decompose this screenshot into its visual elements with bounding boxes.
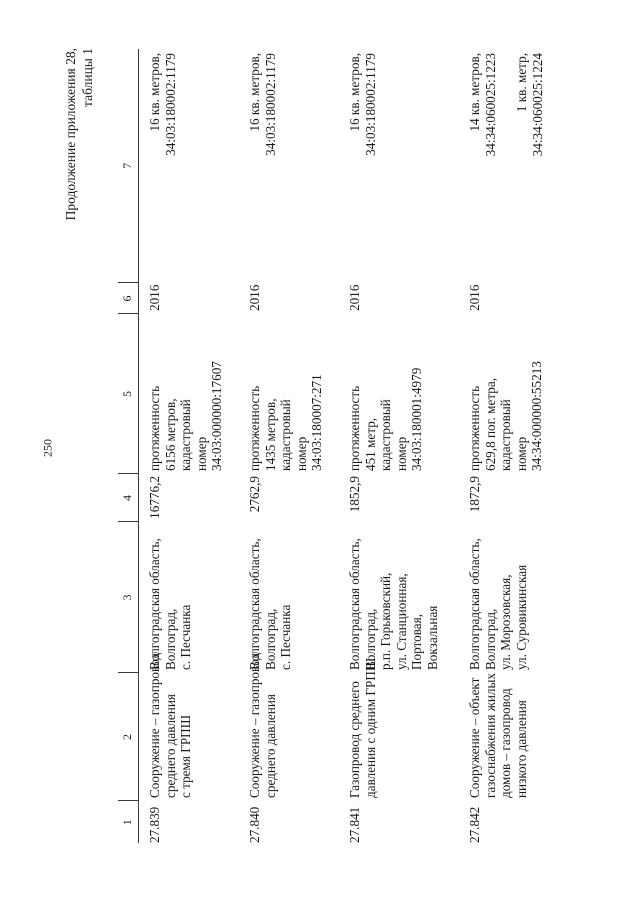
caption-line-2: таблицы 1 [80, 48, 95, 107]
object-name-line: Газопровод среднего [347, 681, 362, 798]
land-plot-cell [459, 49, 559, 283]
characteristic-line: протяженность [347, 385, 362, 471]
address-line: с. Песчанка [178, 604, 193, 670]
address-line: Волгоградская область, [247, 538, 262, 670]
object-name-line: среднего давления [162, 694, 178, 798]
land-plot-line: 34:03:180002:1179 [362, 53, 378, 156]
row-number-cell: 27.842 [467, 806, 482, 843]
characteristic-line: кадастровый [498, 399, 513, 471]
address-line: Волгоградская область, [147, 538, 162, 670]
address-line: Волгоград, [262, 608, 278, 670]
characteristic-line: кадастровый [378, 399, 393, 471]
characteristic-line: номер [193, 436, 209, 471]
address-cell [139, 522, 240, 673]
column-header-6: 6 [118, 283, 139, 314]
object-name-line: с тремя ГРПШ [178, 714, 193, 798]
land-plot-line: 16 кв. метров, [147, 53, 162, 132]
address-line: ул. Станционная, [393, 573, 409, 670]
object-name-line: Сооружение – газопровод [147, 652, 162, 798]
page-number: 250 [40, 439, 55, 457]
address-cell [459, 522, 559, 673]
column-header-4: 4 [118, 474, 139, 522]
address-line: Волгоград, [162, 608, 178, 670]
land-plot-line: 34:34:060025:1223 [482, 53, 498, 157]
table-row [139, 49, 240, 843]
land-plot-cell [239, 49, 339, 283]
characteristic-line: кадастровый [278, 399, 293, 471]
cost-cell: 1872,9 [467, 476, 482, 513]
address-line: ул. Морозовская, [498, 574, 513, 670]
object-name-cell [239, 652, 339, 801]
table-row [239, 49, 339, 843]
row-number-cell: 27.839 [147, 806, 162, 843]
land-plot-cell [339, 49, 459, 283]
year-cell: 2016 [467, 284, 482, 311]
address-line: Волгоград, [482, 608, 498, 670]
characteristic-line: 34:03:180001:4979 [409, 367, 424, 471]
characteristic-line: протяженность [467, 385, 482, 471]
characteristic-line: номер [513, 436, 529, 471]
cost-cell: 1852,9 [347, 476, 362, 513]
object-name-line: низкого давления [513, 700, 529, 798]
spacer [498, 53, 514, 280]
object-name-line: Сооружение – объект [467, 677, 482, 798]
characteristics-cell [139, 314, 240, 474]
characteristic-line: 6156 метров, [162, 398, 178, 471]
address-line: р.п. Горьковский, [378, 572, 393, 670]
characteristic-line: протяженность [147, 385, 162, 471]
object-name-line: давления с одним ГРПШ [362, 657, 378, 798]
table-row [459, 49, 559, 843]
characteristics-cell [239, 314, 339, 474]
land-plot-line: 34:34:060025:1224 [529, 53, 545, 157]
object-name-line: среднего давления [262, 694, 278, 798]
land-plot-line: 34:03:180002:1179 [262, 53, 278, 156]
column-header-2: 2 [118, 673, 139, 801]
address-line: с. Песчанка [278, 604, 293, 670]
column-header-3: 3 [118, 522, 139, 673]
column-header-1: 1 [118, 801, 139, 843]
cost-cell: 2762,9 [247, 476, 262, 513]
row-number-cell: 27.841 [347, 806, 362, 843]
property-table [118, 49, 559, 843]
characteristic-line: 34:03:000000:17607 [209, 361, 224, 471]
characteristic-line: кадастровый [178, 399, 193, 471]
header-row [118, 49, 139, 843]
characteristics-cell [459, 314, 559, 474]
address-line: Вокзальная [424, 605, 440, 670]
land-plot-line: 14 кв. метров, [467, 53, 482, 132]
address-line: Волгоград, [362, 608, 378, 670]
column-header-5: 5 [118, 314, 139, 474]
characteristic-line: 34:34:000000:55213 [529, 361, 544, 471]
object-name-line: Сооружение – газопровод [247, 652, 262, 798]
land-plot-line: 34:03:180002:1179 [162, 53, 178, 156]
year-cell: 2016 [347, 284, 362, 311]
object-name-line: газоснабжения жилых [482, 673, 498, 798]
land-plot-line: 16 кв. метров, [347, 53, 362, 132]
year-cell: 2016 [147, 284, 162, 311]
characteristic-line: номер [293, 436, 309, 471]
characteristic-line: протяженность [247, 385, 262, 471]
caption-line-1: Продолжение приложения 28, [63, 48, 78, 221]
characteristic-line: номер [393, 436, 409, 471]
table-body [139, 49, 560, 843]
address-line: ул. Суровикинская [513, 564, 529, 670]
characteristics-cell [339, 314, 459, 474]
object-name-cell [459, 673, 559, 801]
object-name-cell [139, 652, 240, 801]
characteristic-line: 629,8 пог. метра, [482, 377, 498, 471]
address-cell [239, 522, 339, 673]
address-cell [339, 522, 459, 673]
object-name-cell [339, 657, 459, 801]
characteristic-line: 34:03:180007:271 [309, 374, 324, 471]
column-header-7: 7 [118, 49, 139, 283]
year-cell: 2016 [247, 284, 262, 311]
characteristic-line: 1435 метров, [262, 398, 278, 471]
address-line: Портовая, [409, 614, 424, 670]
object-name-line: домов – газопровод [498, 688, 513, 798]
address-line: Волгоградская область, [347, 538, 362, 670]
address-line: Волгоградская область, [467, 538, 482, 670]
row-number-cell: 27.840 [247, 806, 262, 843]
table-caption [62, 48, 96, 220]
cost-cell: 16776,2 [147, 476, 162, 519]
characteristic-line: 451 метр, [362, 417, 378, 471]
table-row [339, 49, 459, 843]
land-plot-line: 1 кв. метр, [514, 53, 529, 113]
land-plot-line: 16 кв. метров, [247, 53, 262, 132]
land-plot-cell [139, 49, 240, 283]
